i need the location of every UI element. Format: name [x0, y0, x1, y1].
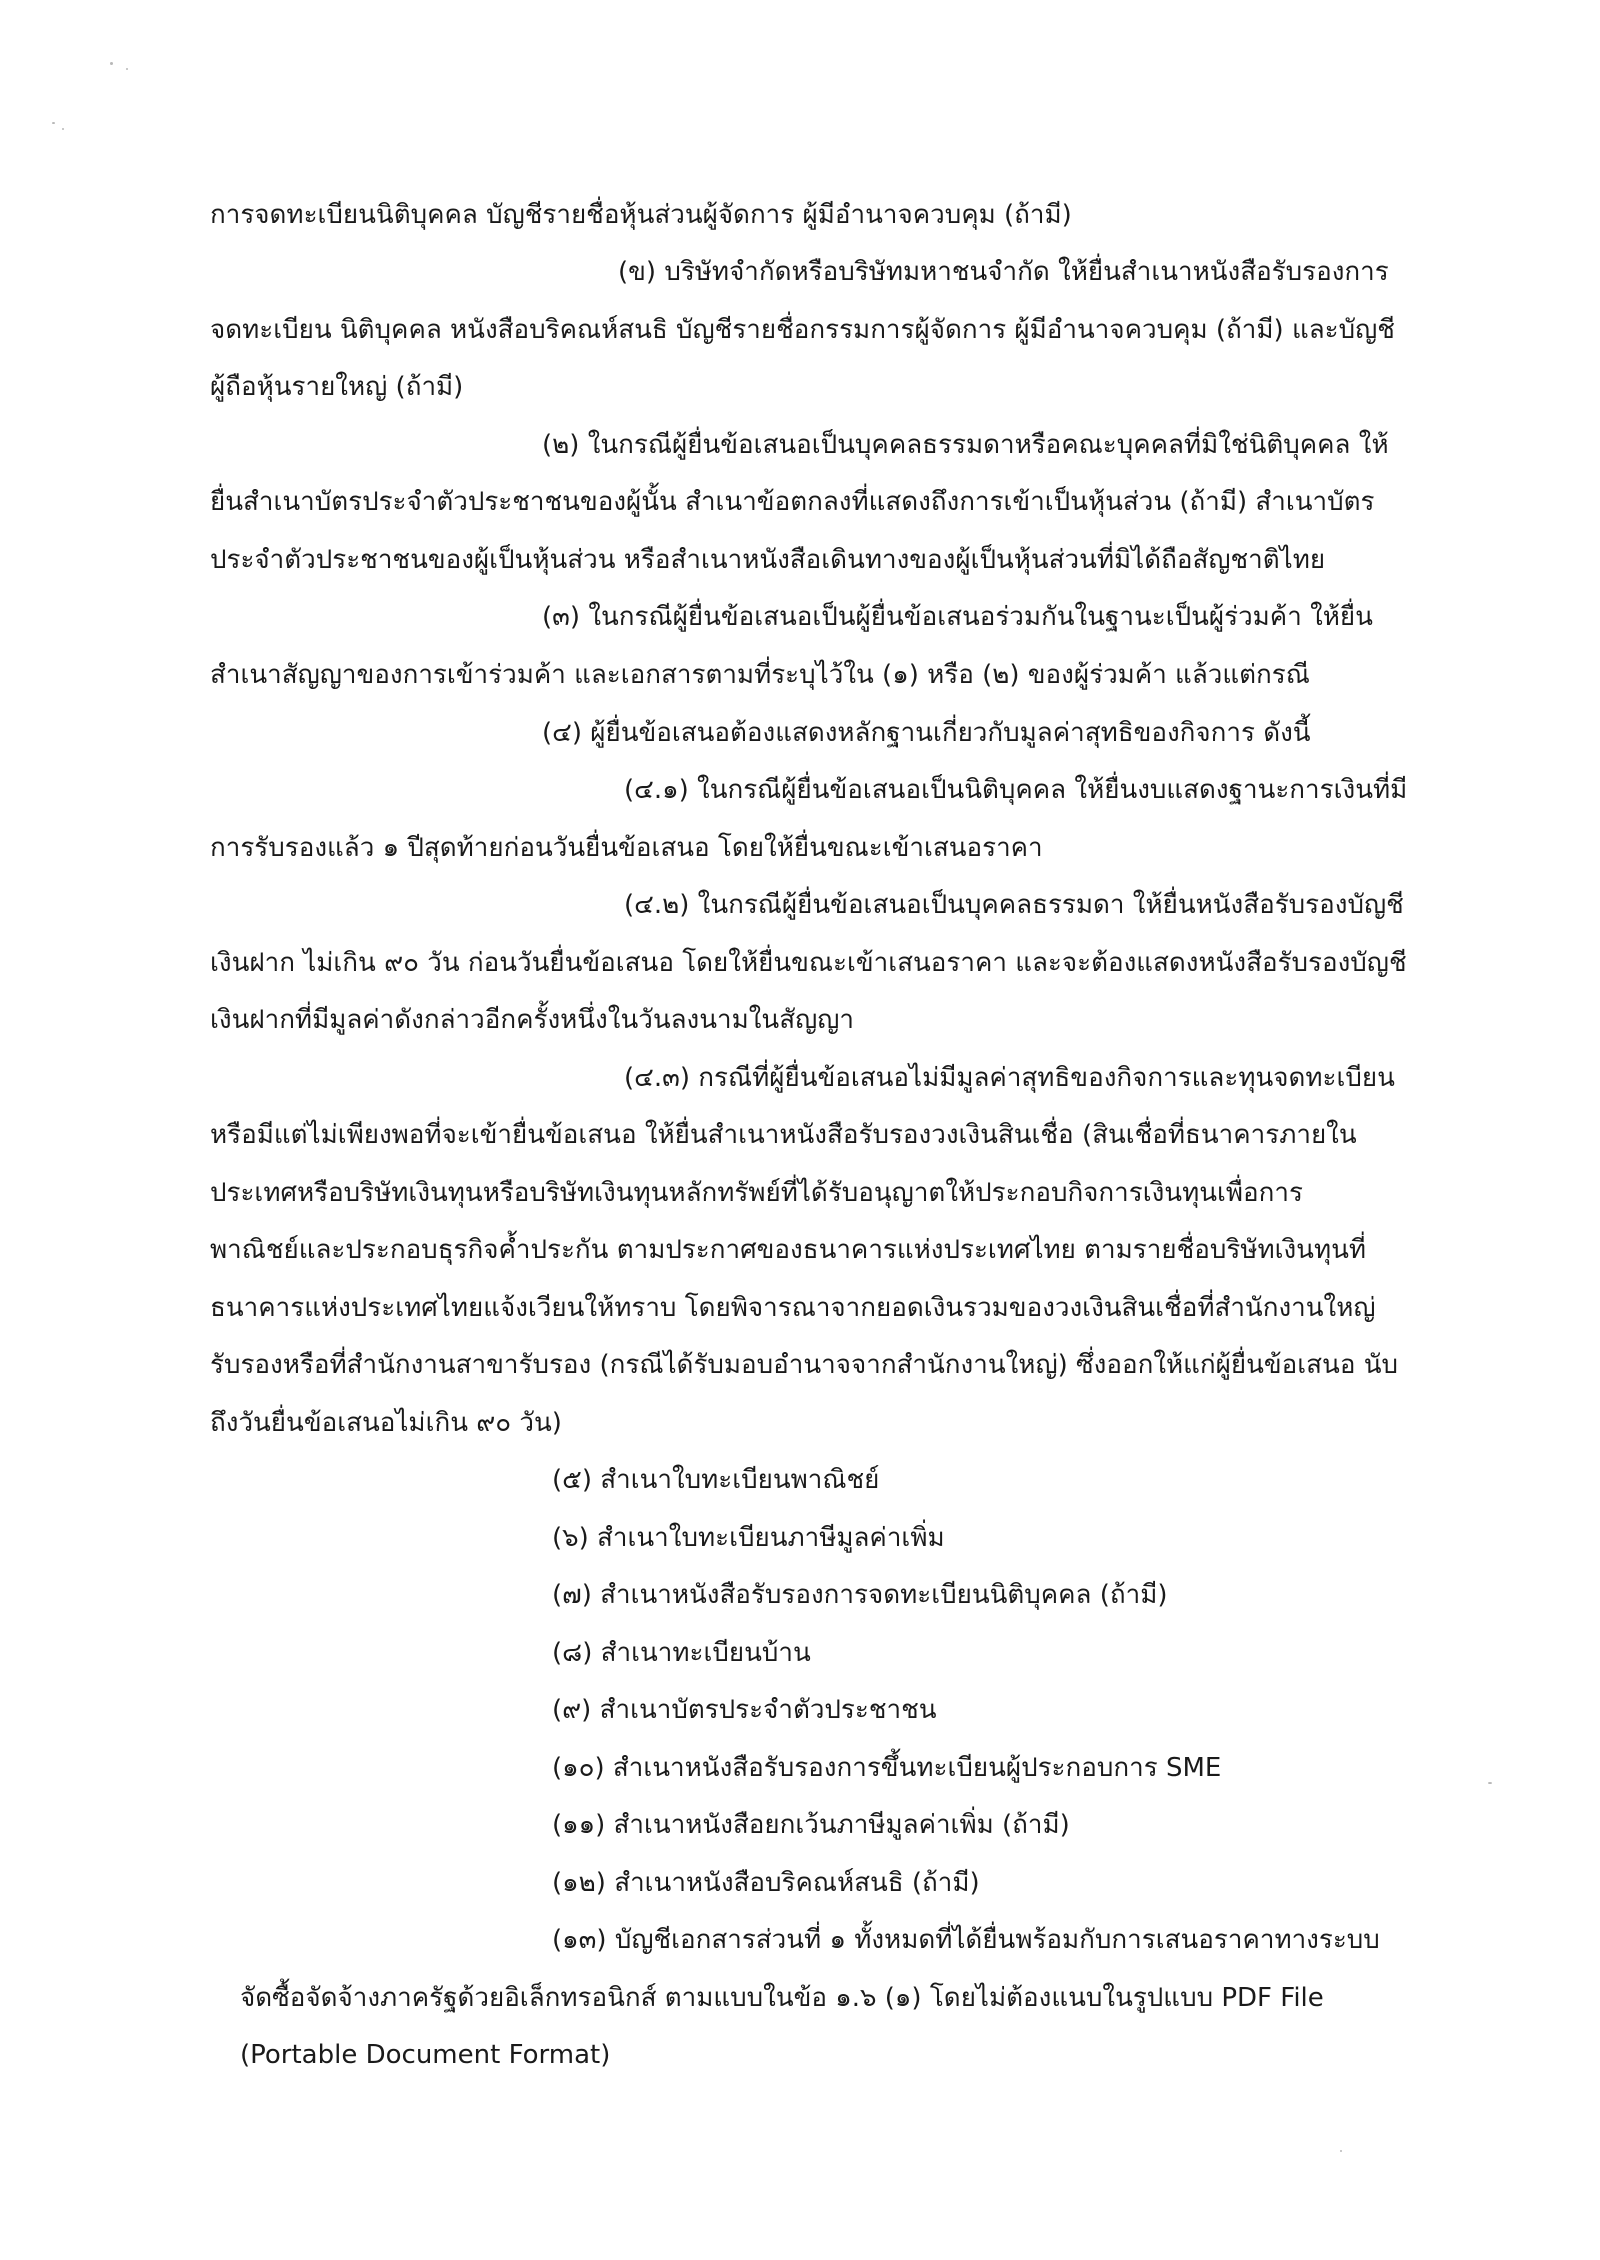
text-line: [210, 1230, 1366, 1270]
text-line: [552, 1575, 1168, 1615]
text-line: [240, 2035, 610, 2075]
scan-speck: [126, 68, 128, 70]
line-text: ประจำตัวประชาชนของผู้เป็นหุ้นส่วน หรือสำเนาหนังสือเดินทางของผู้เป็นหุ้นส่วนที่มิได้ถือสัญชาติไทย: [210, 545, 1326, 575]
text-line: [542, 713, 1311, 753]
line-text: หรือมีแต่ไม่เพียงพอที่จะเข้ายื่นข้อเสนอ ให้ยื่นสำเนาหนังสือรับรองวงเงินสินเชื่อ (สินเชื่อที่ธนาคารภายใน: [210, 1120, 1357, 1150]
text-line: [618, 252, 1389, 292]
text-line: [542, 597, 1373, 637]
text-line: [210, 367, 463, 407]
line-text: (๔.๓) กรณีที่ผู้ยื่นข้อเสนอไม่มีมูลค่าสุทธิของกิจการและทุนจดทะเบียน: [624, 1063, 1395, 1093]
line-text: (๑๓) บัญชีเอกสารส่วนที่ ๑ ทั้งหมดที่ได้ยื่นพร้อมกับการเสนอราคาทางระบบ: [552, 1925, 1380, 1955]
text-line: [210, 943, 1407, 983]
line-text: (๔) ผู้ยื่นข้อเสนอต้องแสดงหลักฐานเกี่ยวกับมูลค่าสุทธิของกิจการ ดังนี้: [542, 718, 1311, 748]
text-line: [552, 1748, 1221, 1788]
line-text: (ข) บริษัทจำกัดหรือบริษัทมหาชนจำกัด ให้ยื่นสำเนาหนังสือรับรองการ: [618, 257, 1389, 287]
line-text: ยื่นสำเนาบัตรประจำตัวประชาชนของผู้นั้น สำเนาข้อตกลงที่แสดงถึงการเข้าเป็นหุ้นส่วน (ถ้ามี) สำเนาบัตร: [210, 487, 1375, 517]
text-line: [210, 195, 1072, 235]
line-text: (๓) ในกรณีผู้ยื่นข้อเสนอเป็นผู้ยื่นข้อเสนอร่วมกันในฐานะเป็นผู้ร่วมค้า ให้ยื่น: [542, 602, 1373, 632]
line-text: การรับรองแล้ว ๑ ปีสุดท้ายก่อนวันยื่นข้อเสนอ โดยให้ยื่นขณะเข้าเสนอราคา: [210, 833, 1043, 863]
text-line: [210, 655, 1310, 695]
line-text: (๖) สำเนาใบทะเบียนภาษีมูลค่าเพิ่ม: [552, 1523, 945, 1553]
line-text: เงินฝาก ไม่เกิน ๙๐ วัน ก่อนวันยื่นข้อเสนอ โดยให้ยื่นขณะเข้าเสนอราคา และจะต้องแสดงหนังสือรับรองบัญชี: [210, 948, 1407, 978]
scan-speck: [1340, 2150, 1342, 2152]
line-text: (Portable Document Format): [240, 2040, 611, 2070]
scan-speck: [62, 128, 64, 130]
text-line: [552, 1805, 1070, 1845]
line-text: (๔.๑) ในกรณีผู้ยื่นข้อเสนอเป็นนิติบุคคล ให้ยื่นงบแสดงฐานะการเงินที่มี: [624, 775, 1408, 805]
line-text: (๘) สำเนาทะเบียนบ้าน: [552, 1638, 811, 1668]
line-text: ผู้ถือหุ้นรายใหญ่ (ถ้ามี): [210, 372, 464, 402]
line-text: พาณิชย์และประกอบธุรกิจค้ำประกัน ตามประกาศของธนาคารแห่งประเทศไทย ตามรายชื่อบริษัทเงินทุนที่: [210, 1235, 1366, 1265]
line-text: ประเทศหรือบริษัทเงินทุนหรือบริษัทเงินทุนหลักทรัพย์ที่ได้รับอนุญาตให้ประกอบกิจการเงินทุนเพื่อการ: [210, 1178, 1303, 1208]
text-line: [210, 828, 1043, 868]
text-line: [624, 1058, 1395, 1098]
text-line: [552, 1518, 945, 1558]
line-text: (๑๐) สำเนาหนังสือรับรองการขึ้นทะเบียนผู้ประกอบการ SME: [552, 1753, 1222, 1783]
line-text: จดทะเบียน นิติบุคคล หนังสือบริคณห์สนธิ บัญชีรายชื่อกรรมการผู้จัดการ ผู้มีอำนาจควบคุม (ถ้ามี) และบัญชี: [210, 315, 1395, 345]
text-line: [210, 1000, 854, 1040]
line-text: (๑๑) สำเนาหนังสือยกเว้นภาษีมูลค่าเพิ่ม (ถ้ามี): [552, 1810, 1070, 1840]
text-line: [210, 482, 1375, 522]
text-line: [210, 1403, 562, 1443]
line-text: สำเนาสัญญาของการเข้าร่วมค้า และเอกสารตามที่ระบุไว้ใน (๑) หรือ (๒) ของผู้ร่วมค้า แล้วแต่กรณี: [210, 660, 1310, 690]
text-line: [210, 1345, 1398, 1385]
text-line: [624, 885, 1404, 925]
line-text: (๑๒) สำเนาหนังสือบริคณห์สนธิ (ถ้ามี): [552, 1868, 980, 1898]
line-text: (๗) สำเนาหนังสือรับรองการจดทะเบียนนิติบุคคล (ถ้ามี): [552, 1580, 1168, 1610]
line-text: จัดซื้อจัดจ้างภาครัฐด้วยอิเล็กทรอนิกส์ ตามแบบในข้อ ๑.๖ (๑) โดยไม่ต้องแนบในรูปแบบ PDF File: [240, 1983, 1324, 2013]
line-text: การจดทะเบียนนิติบุคคล บัญชีรายชื่อหุ้นส่วนผู้จัดการ ผู้มีอำนาจควบคุม (ถ้ามี): [210, 200, 1072, 230]
text-line: [552, 1863, 980, 1903]
text-line: [210, 540, 1325, 580]
scan-speck: [52, 122, 55, 124]
line-text: รับรองหรือที่สำนักงานสาขารับรอง (กรณีได้รับมอบอำนาจจากสำนักงานใหญ่) ซึ่งออกให้แก่ผู้ยื่นข้อเสนอ นับ: [210, 1350, 1398, 1380]
scan-speck: [1488, 1782, 1492, 1784]
text-line: [552, 1690, 937, 1730]
text-line: [552, 1633, 811, 1673]
text-line: [210, 1288, 1376, 1328]
text-line: [210, 1173, 1303, 1213]
line-text: เงินฝากที่มีมูลค่าดังกล่าวอีกครั้งหนึ่งในวันลงนามในสัญญา: [210, 1005, 854, 1035]
text-line: [552, 1920, 1380, 1960]
line-text: ธนาคารแห่งประเทศไทยแจ้งเวียนให้ทราบ โดยพิจารณาจากยอดเงินรวมของวงเงินสินเชื่อที่สำนักงานใหญ่: [210, 1293, 1376, 1323]
line-text: (๙) สำเนาบัตรประจำตัวประชาชน: [552, 1695, 937, 1725]
text-line: [210, 1115, 1357, 1155]
line-text: ถึงวันยื่นข้อเสนอไม่เกิน ๙๐ วัน): [210, 1408, 562, 1438]
scan-speck: [110, 62, 113, 65]
text-line: [210, 310, 1395, 350]
text-line: [240, 1978, 1324, 2018]
line-text: (๕) สำเนาใบทะเบียนพาณิชย์: [552, 1465, 880, 1495]
line-text: (๒) ในกรณีผู้ยื่นข้อเสนอเป็นบุคคลธรรมดาหรือคณะบุคคลที่มิใช่นิติบุคคล ให้: [542, 430, 1389, 460]
line-text: (๔.๒) ในกรณีผู้ยื่นข้อเสนอเป็นบุคคลธรรมดา ให้ยื่นหนังสือรับรองบัญชี: [624, 890, 1404, 920]
text-line: [542, 425, 1389, 465]
text-line: [552, 1460, 879, 1500]
text-line: [624, 770, 1407, 810]
